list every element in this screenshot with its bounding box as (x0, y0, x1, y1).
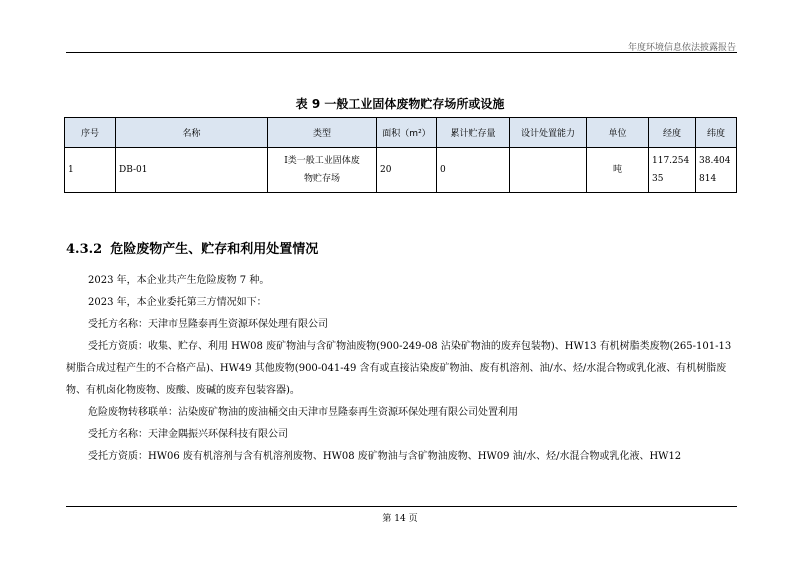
column-header-type: 类型 (268, 118, 377, 148)
paragraph: 受托方资质：收集、贮存、利用 HW08 废矿物油与含矿物油废物(900-249-08 沾染矿物油的废弃包装物)、HW13 有机树脂类废物(265-101-13 树脂合成过程产生的不合格产品)、HW49 其他废物(900-041-49 含有或直接沾染废矿物油、废有机溶剂、油/水、烃/水混合物或乳化液、有机树脂废物、有机卤化物废物、废酸、废碱的废弃包装容器)。 (66, 341, 732, 396)
cell-index: 1 (65, 148, 116, 193)
cell-latitude: 38.404814 (696, 148, 737, 193)
paragraph: 受托方名称：天津市昱隆泰再生资源环保处理有限公司 (88, 319, 328, 330)
header-rule (66, 52, 737, 53)
section-heading (66, 238, 318, 257)
column-header-latitude: 纬度 (696, 118, 737, 148)
column-header-stored: 累计贮存量 (437, 118, 510, 148)
page-number: 第 14 页 (382, 514, 418, 524)
column-header-longitude: 经度 (649, 118, 696, 148)
paragraph: 危险废物转移联单：沾染废矿物油的废油桶交由天津市昱隆泰再生资源环保处理有限公司处置利用 (88, 407, 518, 418)
section-title: 危险废物产生、贮存和利用处置情况 (110, 242, 319, 257)
cell-type: Ⅰ类一般工业固体废物贮存场 (268, 148, 377, 193)
table-header-row (65, 118, 737, 148)
paragraph: 受托方名称：天津金隅振兴环保科技有限公司 (88, 429, 288, 440)
paragraph: 2023 年，本企业委托第三方情况如下： (88, 297, 267, 308)
column-header-name: 名称 (116, 118, 268, 148)
cell-name: DB-01 (116, 148, 268, 193)
running-header: 年度环境信息依法披露报告 (627, 43, 736, 53)
table-row (65, 148, 737, 193)
cell-longitude: 117.25435 (649, 148, 696, 193)
paragraph: 受托方资质：HW06 废有机溶剂与含有机溶剂废物、HW08 废矿物油与含矿物油废物、HW09 油/水、烃/水混合物或乳化液、HW12 (88, 451, 682, 462)
footer-rule (66, 506, 737, 507)
column-header-index: 序号 (65, 118, 116, 148)
cell-stored: 0 (437, 148, 510, 193)
cell-area: 20 (377, 148, 437, 193)
body-text (66, 270, 738, 468)
table-title: 表 9 一般工业固体废物贮存场所或设施 (295, 97, 505, 111)
cell-capacity (510, 148, 587, 193)
paragraph: 2023 年，本企业共产生危险废物 7 种。 (88, 275, 270, 286)
column-header-unit: 单位 (587, 118, 649, 148)
column-header-capacity: 设计处置能力 (510, 118, 587, 148)
storage-facility-table (64, 117, 737, 193)
section-number: 4.3.2 (66, 242, 103, 257)
column-header-area: 面积（m²） (377, 118, 437, 148)
cell-unit: 吨 (587, 148, 649, 193)
